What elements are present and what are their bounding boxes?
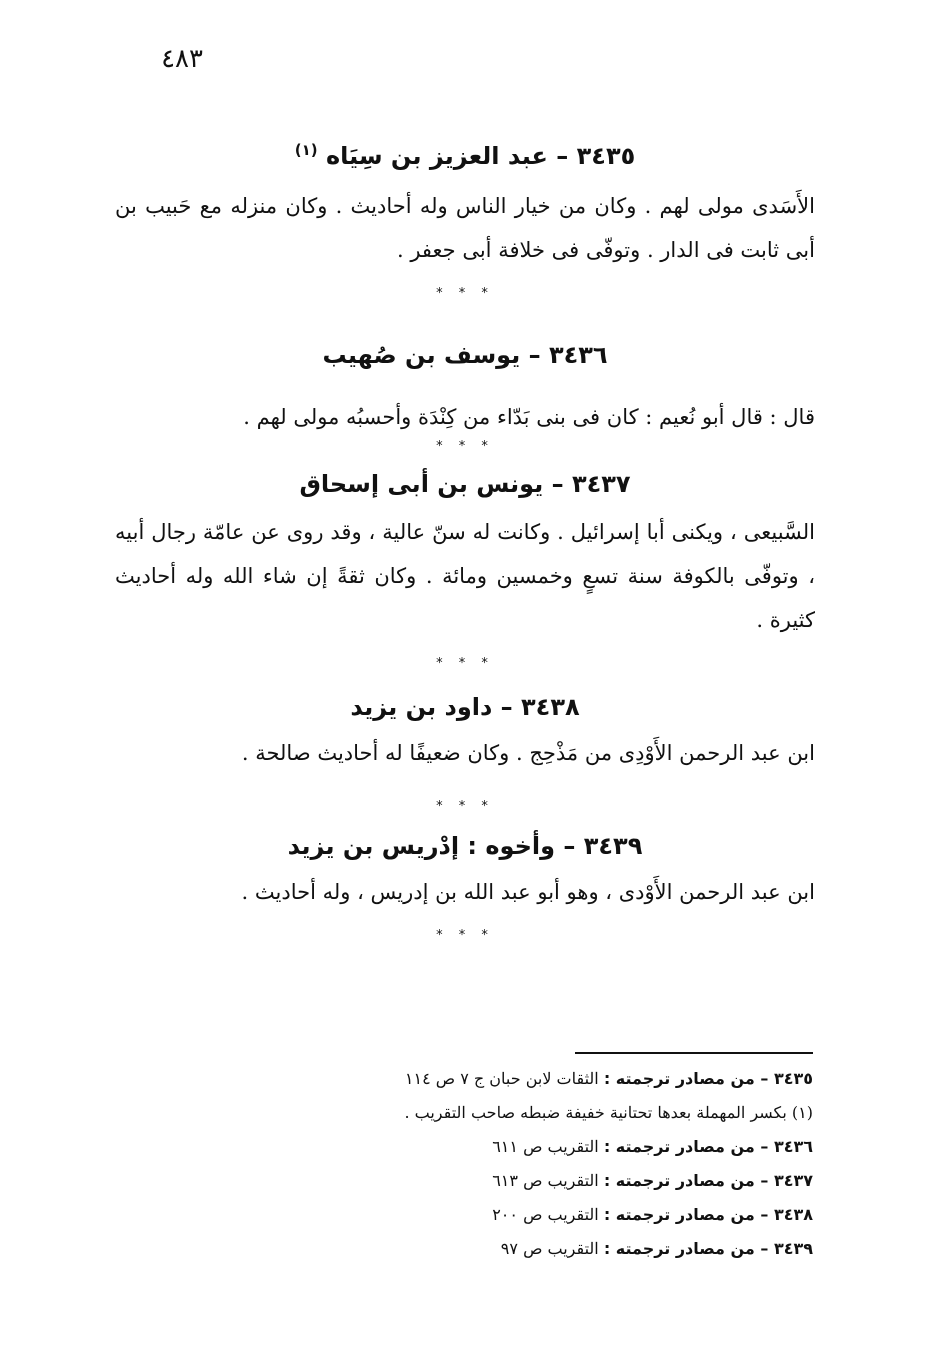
entry-title-3435 (115, 126, 815, 180)
footnote-lead: ٣٤٣٧ – من مصادر ترجمته : (603, 1171, 813, 1190)
separator-stars: * * * (436, 928, 494, 943)
entry-body-3439: ابن عبد الرحمن الأَوْدى ، وهو أبو عبد الله بن إدريس ، وله أحاديث . (241, 880, 815, 904)
footnote-line (273, 1062, 813, 1096)
entry-title-3436: ٣٤٣٦ – يوسف بن صُهيب (322, 341, 608, 369)
footnote-lead: ٣٤٣٥ – من مصادر ترجمته : (603, 1069, 813, 1088)
footnote-lead: ٣٤٣٨ – من مصادر ترجمته : (603, 1205, 813, 1224)
separator-stars: * * * (436, 799, 494, 814)
page-number: ٤٨٣ (161, 44, 203, 74)
footnote-text: الثقات لابن حبان ج ٧ ص ١١٤ (404, 1069, 604, 1088)
entry-title-text: ٣٤٣٥ – عبد العزيز بن سِيَاه (325, 142, 636, 170)
footnote-line (273, 1164, 813, 1198)
footnote-lead: ٣٤٣٦ – من مصادر ترجمته : (603, 1137, 813, 1156)
footnotes (273, 1052, 813, 1266)
separator-stars: * * * (436, 656, 494, 671)
footnote-text: التقريب ص ٦١٣ (492, 1171, 604, 1190)
footnote-lead: ٣٤٣٩ – من مصادر ترجمته : (603, 1239, 813, 1258)
entry-body-3437: السَّبيعى ، ويكنى أبا إسرائيل . وكانت له سنّ عالية ، وقد روى عن عامّة رجال أبيه ، وتوفّى بالكوفة سنة تسعٍ وخمسين ومائة . وكان ثقةً إن شاء الله وله أحاديث كثيرة . (115, 520, 815, 632)
footnote-text: التقريب ص ٩٧ (500, 1239, 604, 1258)
entry-title-3439: ٣٤٣٩ – وأخوه : إدْريس بن يزيد (287, 832, 643, 860)
main-text (115, 120, 815, 943)
entry-body-3438: ابن عبد الرحمن الأَوْدِى من مَذْحِج . وكان ضعيفًا له أحاديث صالحة . (241, 741, 815, 765)
separator-stars: * * * (436, 286, 494, 301)
entry-body-3436: قال : قال أبو نُعيم : كان فى بنى بَدّاء من كِنْدَة وأحسبُه مولى لهم . (243, 405, 815, 429)
entry-title-3437: ٣٤٣٧ – يونس بن أبى إسحاق (299, 470, 631, 498)
footnote-text: التقريب ص ٦١١ (492, 1137, 604, 1156)
footnote-line (273, 1232, 813, 1266)
footnote-line (273, 1198, 813, 1232)
footnote-text: التقريب ص ٢٠٠ (492, 1205, 604, 1224)
footnote-line (273, 1096, 813, 1130)
footnote-ref: (١) (294, 141, 318, 159)
separator-stars: * * * (436, 439, 494, 454)
footnote-text: (١) بكسر المهملة بعدها تحتانية خفيفة ضبطه صاحب التقريب . (404, 1103, 813, 1122)
footnote-line (273, 1130, 813, 1164)
entry-title-3438: ٣٤٣٨ – داود بن يزيد (350, 693, 580, 721)
footnote-divider (575, 1052, 813, 1054)
entry-body-3435: الأَسَدى مولى لهم . وكان من خيار الناس وله أحاديث . وكان منزله مع حَبيب بن أبى ثابت فى الدار . وتوفّى فى خلافة أبى جعفر . (115, 194, 815, 262)
